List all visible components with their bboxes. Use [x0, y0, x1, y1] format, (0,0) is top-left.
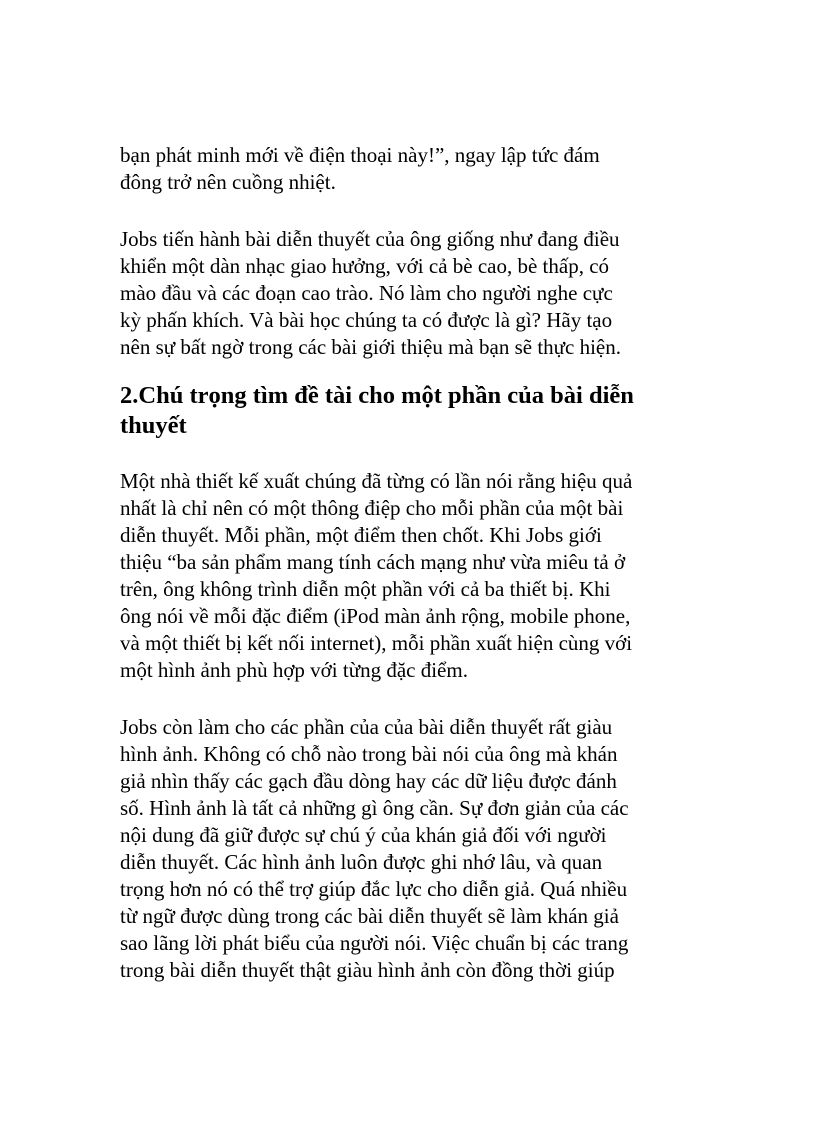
paragraph-spacer — [120, 684, 700, 714]
paragraph-rich-images: Jobs còn làm cho các phần của của bài diễn thuyết rất giàu hình ảnh. Không có chỗ nào trong bài nói của ông mà khán giả nhìn thấy các gạch đầu dòng hay các dữ liệu được đánh số. Hình ảnh là tất cả những gì ông cần. Sự đơn giản của các nội dung đã giữ được sự chú ý của khán giả đối với người diễn thuyết. Các hình ảnh luôn được ghi nhớ lâu, và quan trọng hơn nó có thể trợ giúp đắc lực cho diễn giả. Quá nhiều từ ngữ được dùng trong các bài diễn thuyết sẽ làm khán giả sao lãng lời phát biểu của người nói. Việc chuẩn bị các trang trong bài diễn thuyết thật giàu hình ảnh còn đồng thời giúp — [120, 715, 629, 982]
paragraph-intro-continuation: bạn phát minh mới về điện thoại này!”, ngay lập tức đám đông trở nên cuồng nhiệt. — [120, 143, 600, 194]
document-body — [120, 142, 700, 984]
paragraph-spacer — [120, 196, 700, 226]
paragraph-jobs-orchestra: Jobs tiến hành bài diễn thuyết của ông giống như đang điều khiển một dàn nhạc giao hưởng, với cả bè cao, bè thấp, có mào đầu và các đoạn cao trào. Nó làm cho người nghe cực kỳ phấn khích. Và bài học chúng ta có được là gì? Hãy tạo nên sự bất ngờ trong các bài giới thiệu mà bạn sẽ thực hiện. — [120, 227, 622, 359]
section-heading: 2.Chú trọng tìm đề tài cho một phần của bài diễn thuyết — [120, 382, 634, 439]
paragraph-one-message: Một nhà thiết kế xuất chúng đã từng có lần nói rằng hiệu quả nhất là chỉ nên có một thông điệp cho mỗi phần của một bài diễn thuyết. Mỗi phần, một điểm then chốt. Khi Jobs giới thiệu “ba sản phẩm mang tính cách mạng như vừa miêu tả ở trên, ông không trình diễn một phần với cả ba thiết bị. Khi ông nói về mỗi đặc điểm (iPod màn ảnh rộng, mobile phone, và một thiết bị kết nối internet), mỗi phần xuất hiện cùng với một hình ảnh phù hợp với từng đặc điểm. — [120, 469, 633, 682]
heading-spacer — [120, 361, 700, 381]
heading-spacer — [120, 441, 700, 468]
